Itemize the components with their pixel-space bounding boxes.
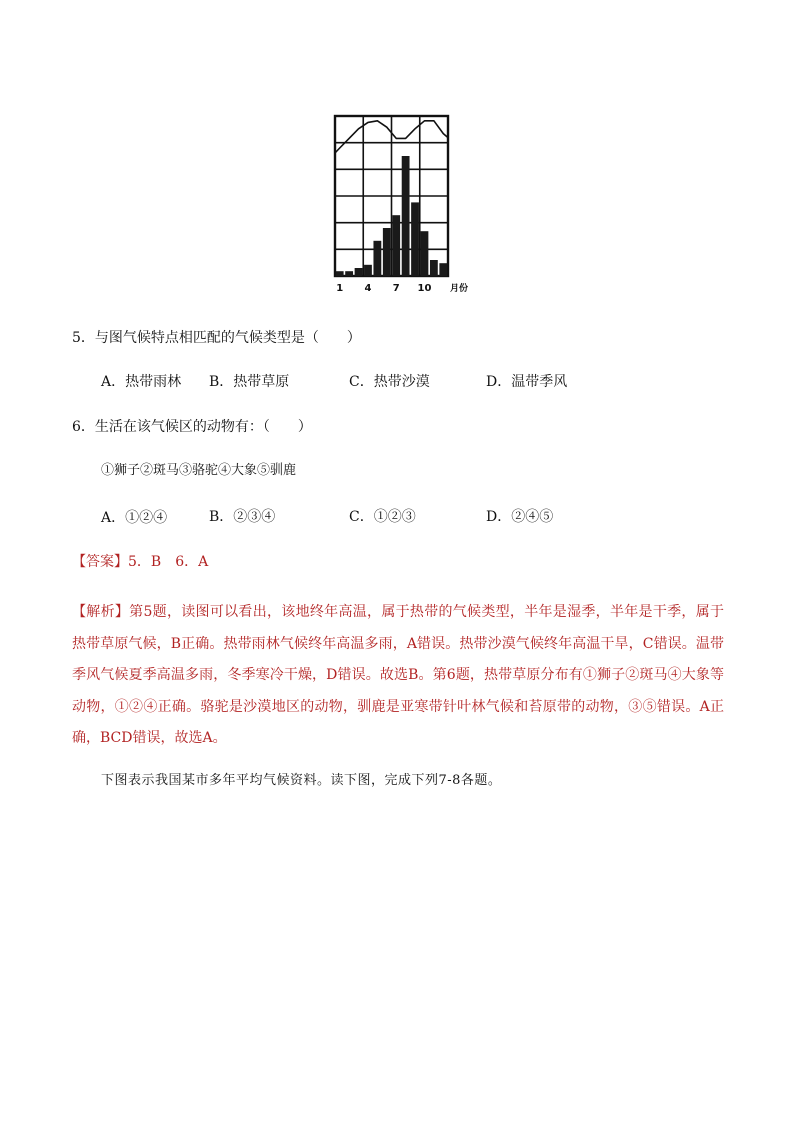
x-unit-label: 月份 <box>450 284 469 294</box>
x-tick-label: 4 <box>364 283 372 294</box>
x-tick-label: 7 <box>392 283 400 294</box>
q5-option-c: C．热带沙漠 <box>349 374 430 390</box>
answer-tag: 【答案】 <box>72 554 128 570</box>
q5-stem: 5．与图气候特点相匹配的气候类型是（ ） <box>72 330 361 346</box>
precip-bar <box>336 271 344 276</box>
analysis-paragraph <box>72 597 724 755</box>
q6-option-a: A．①②④ <box>101 510 168 526</box>
precip-bar <box>421 231 429 276</box>
precip-bar <box>439 263 447 276</box>
precip-bar <box>383 228 391 276</box>
analysis-text: 第5题，读图可以看出，该地终年高温，属于热带的气候类型，半年是湿季，半年是干季，属于热带草原气候，B正确。热带雨林气候终年高温多雨，A错误。热带沙漠气候终年高温干旱，C错误。温带季风气候夏季高温多雨，冬季寒冷干燥，D错误。故选B。第6题，热带草原分布有①狮子②斑马④大象等动物，①②④正确。骆驼是沙漠地区的动物，驯鹿是亚寒带针叶林气候和苔原带的动物，③⑤错误。A正确，BCD错误，故选A。 <box>72 604 725 746</box>
precip-bar <box>373 241 381 276</box>
climate-chart <box>330 113 469 295</box>
q5-option-d: D．温带季风 <box>486 374 568 390</box>
x-tick-label: 10 <box>417 283 432 294</box>
precip-bar <box>430 260 438 276</box>
answer-line <box>72 553 208 571</box>
answer-text: 5．B 6．A <box>128 554 209 570</box>
precip-bar <box>345 271 353 276</box>
climate-chart-svg <box>330 113 469 295</box>
precip-bar <box>411 202 419 276</box>
analysis-tag: 【解析】 <box>72 604 130 620</box>
precip-bar <box>402 156 410 276</box>
q5-option-a: A．热带雨林 <box>101 374 182 390</box>
q6-stem: 6．生活在该气候区的动物有：（ ） <box>72 419 312 435</box>
precip-bar <box>355 268 363 276</box>
q5-option-b: B．热带草原 <box>209 374 290 390</box>
precip-bar <box>364 265 372 276</box>
q6-option-c: C．①②③ <box>349 509 416 525</box>
q6-option-b: B．②③④ <box>209 509 276 525</box>
precip-bar <box>392 215 400 276</box>
intro-7-8: 下图表示我国某市多年平均气候资料。读下图，完成下列7-8各题。 <box>101 773 502 788</box>
x-tick-label: 1 <box>336 283 344 294</box>
q6-animals: ①狮子②斑马③骆驼④大象⑤驯鹿 <box>101 463 297 478</box>
q6-option-d: D．②④⑤ <box>486 509 554 525</box>
